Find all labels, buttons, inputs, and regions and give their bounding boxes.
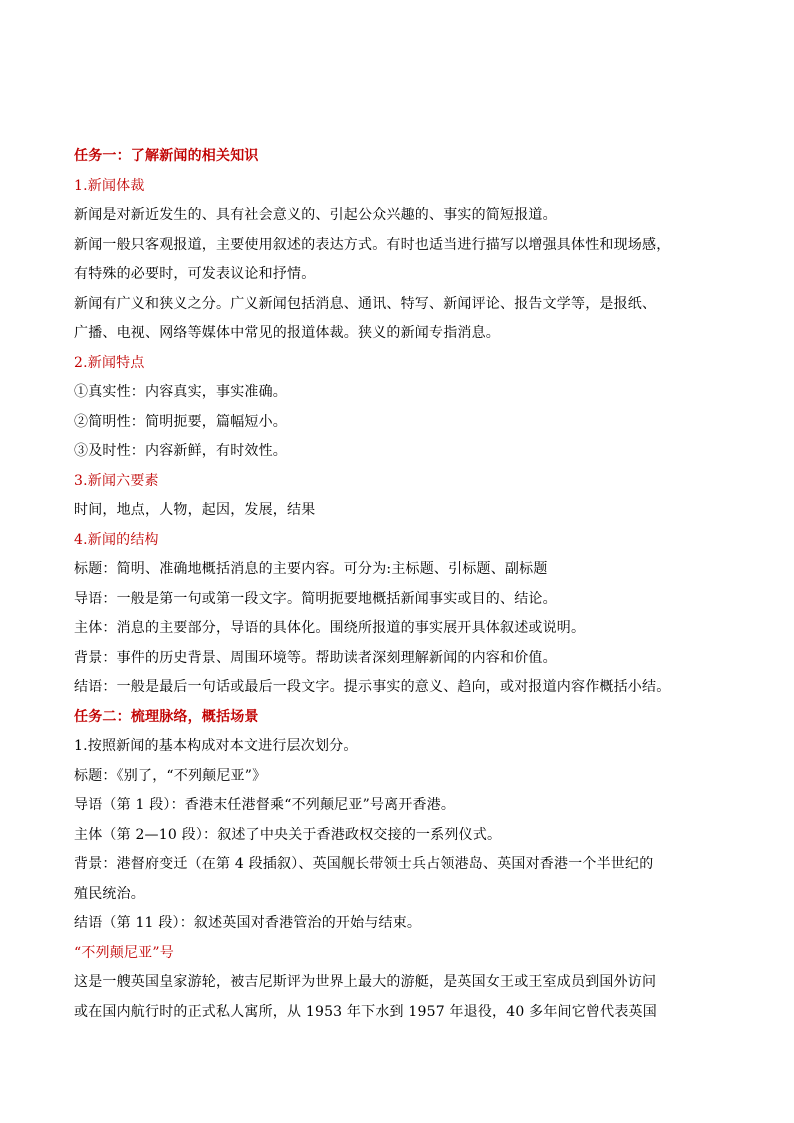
paragraph-line: 新闻一般只客观报道，主要使用叙述的表达方式。有时也适当进行描写以增强具体性和现场感， <box>74 236 671 253</box>
paragraph-line: 新闻有广义和狭义之分。广义新闻包括消息、通讯、特写、新闻评论、报告文学等，是报纸、 <box>74 295 657 312</box>
section-heading-task-two: 任务二：梳理脉络，概括场景 <box>74 708 259 725</box>
paragraph-line: 广播、电视、网络等媒体中常见的报道体裁。狭义的新闻专指消息。 <box>74 325 500 341</box>
paragraph-line: 导语：一般是第一句或第一段文字。简明扼要地概括新闻事实或目的、结论。 <box>74 590 557 607</box>
subheading-news-features: 2.新闻特点 <box>74 354 145 371</box>
subheading-britannia: “不列颠尼亚”号 <box>74 944 174 961</box>
list-item: ②简明性：简明扼要，篇幅短小。 <box>74 413 287 430</box>
paragraph-line: 结语（第 11 段）：叙述英国对香港管治的开始与结束。 <box>74 915 422 931</box>
list-item: ①真实性：内容真实，事实准确。 <box>74 384 287 400</box>
subheading-news-genre: 1.新闻体裁 <box>74 177 145 194</box>
paragraph-line: 这是一艘英国皇家游轮，被吉尼斯评为世界上最大的游艇，是英国女王或王室成员到国外访问 <box>74 974 657 990</box>
subheading-news-structure: 4.新闻的结构 <box>74 531 159 548</box>
paragraph-line: 主体：消息的主要部分，导语的具体化。围绕所报道的事实展开具体叙述或说明。 <box>74 620 586 636</box>
paragraph-line: 有特殊的必要时，可发表议论和抒情。 <box>74 266 316 282</box>
paragraph-line: 标题：简明、准确地概括消息的主要内容。可分为:主标题、引标题、副标题 <box>74 561 548 577</box>
paragraph-line: 1.按照新闻的基本构成对本文进行层次划分。 <box>74 738 358 754</box>
paragraph-line: 背景：事件的历史背景、周围环境等。帮助读者深刻理解新闻的内容和价值。 <box>74 649 557 666</box>
list-item: ③及时性：内容新鲜，有时效性。 <box>74 443 287 459</box>
paragraph-line: 导语（第 1 段）：香港末任港督乘“不列颠尼亚”号离开香港。 <box>74 797 456 813</box>
subheading-six-elements: 3.新闻六要素 <box>74 472 159 489</box>
paragraph-line: 或在国内航行时的正式私人寓所，从 1953 年下水到 1957 年退役，40 多年间它曾代表英国 <box>74 1003 657 1020</box>
paragraph-line: 殖民统治。 <box>74 885 145 902</box>
paragraph-line: 标题：《别了，“不列颠尼亚”》 <box>74 767 267 784</box>
paragraph-line: 背景：港督府变迁（在第 4 段插叙）、英国舰长带领士兵占领港岛、英国对香港一个半世纪的 <box>74 856 654 872</box>
paragraph-line: 主体（第 2—10 段）：叙述了中央关于香港政权交接的一系列仪式。 <box>74 826 502 843</box>
paragraph-line: 新闻是对新近发生的、具有社会意义的、引起公众兴趣的、事实的简短报道。 <box>74 207 557 223</box>
section-heading-task-one: 任务一：了解新闻的相关知识 <box>74 148 259 164</box>
paragraph-line: 时间，地点，人物，起因，发展，结果 <box>74 502 316 518</box>
document-page <box>74 142 734 1027</box>
paragraph-line: 结语：一般是最后一句话或最后一段文字。提示事实的意义、趋向，或对报道内容作概括小结。 <box>74 679 671 695</box>
